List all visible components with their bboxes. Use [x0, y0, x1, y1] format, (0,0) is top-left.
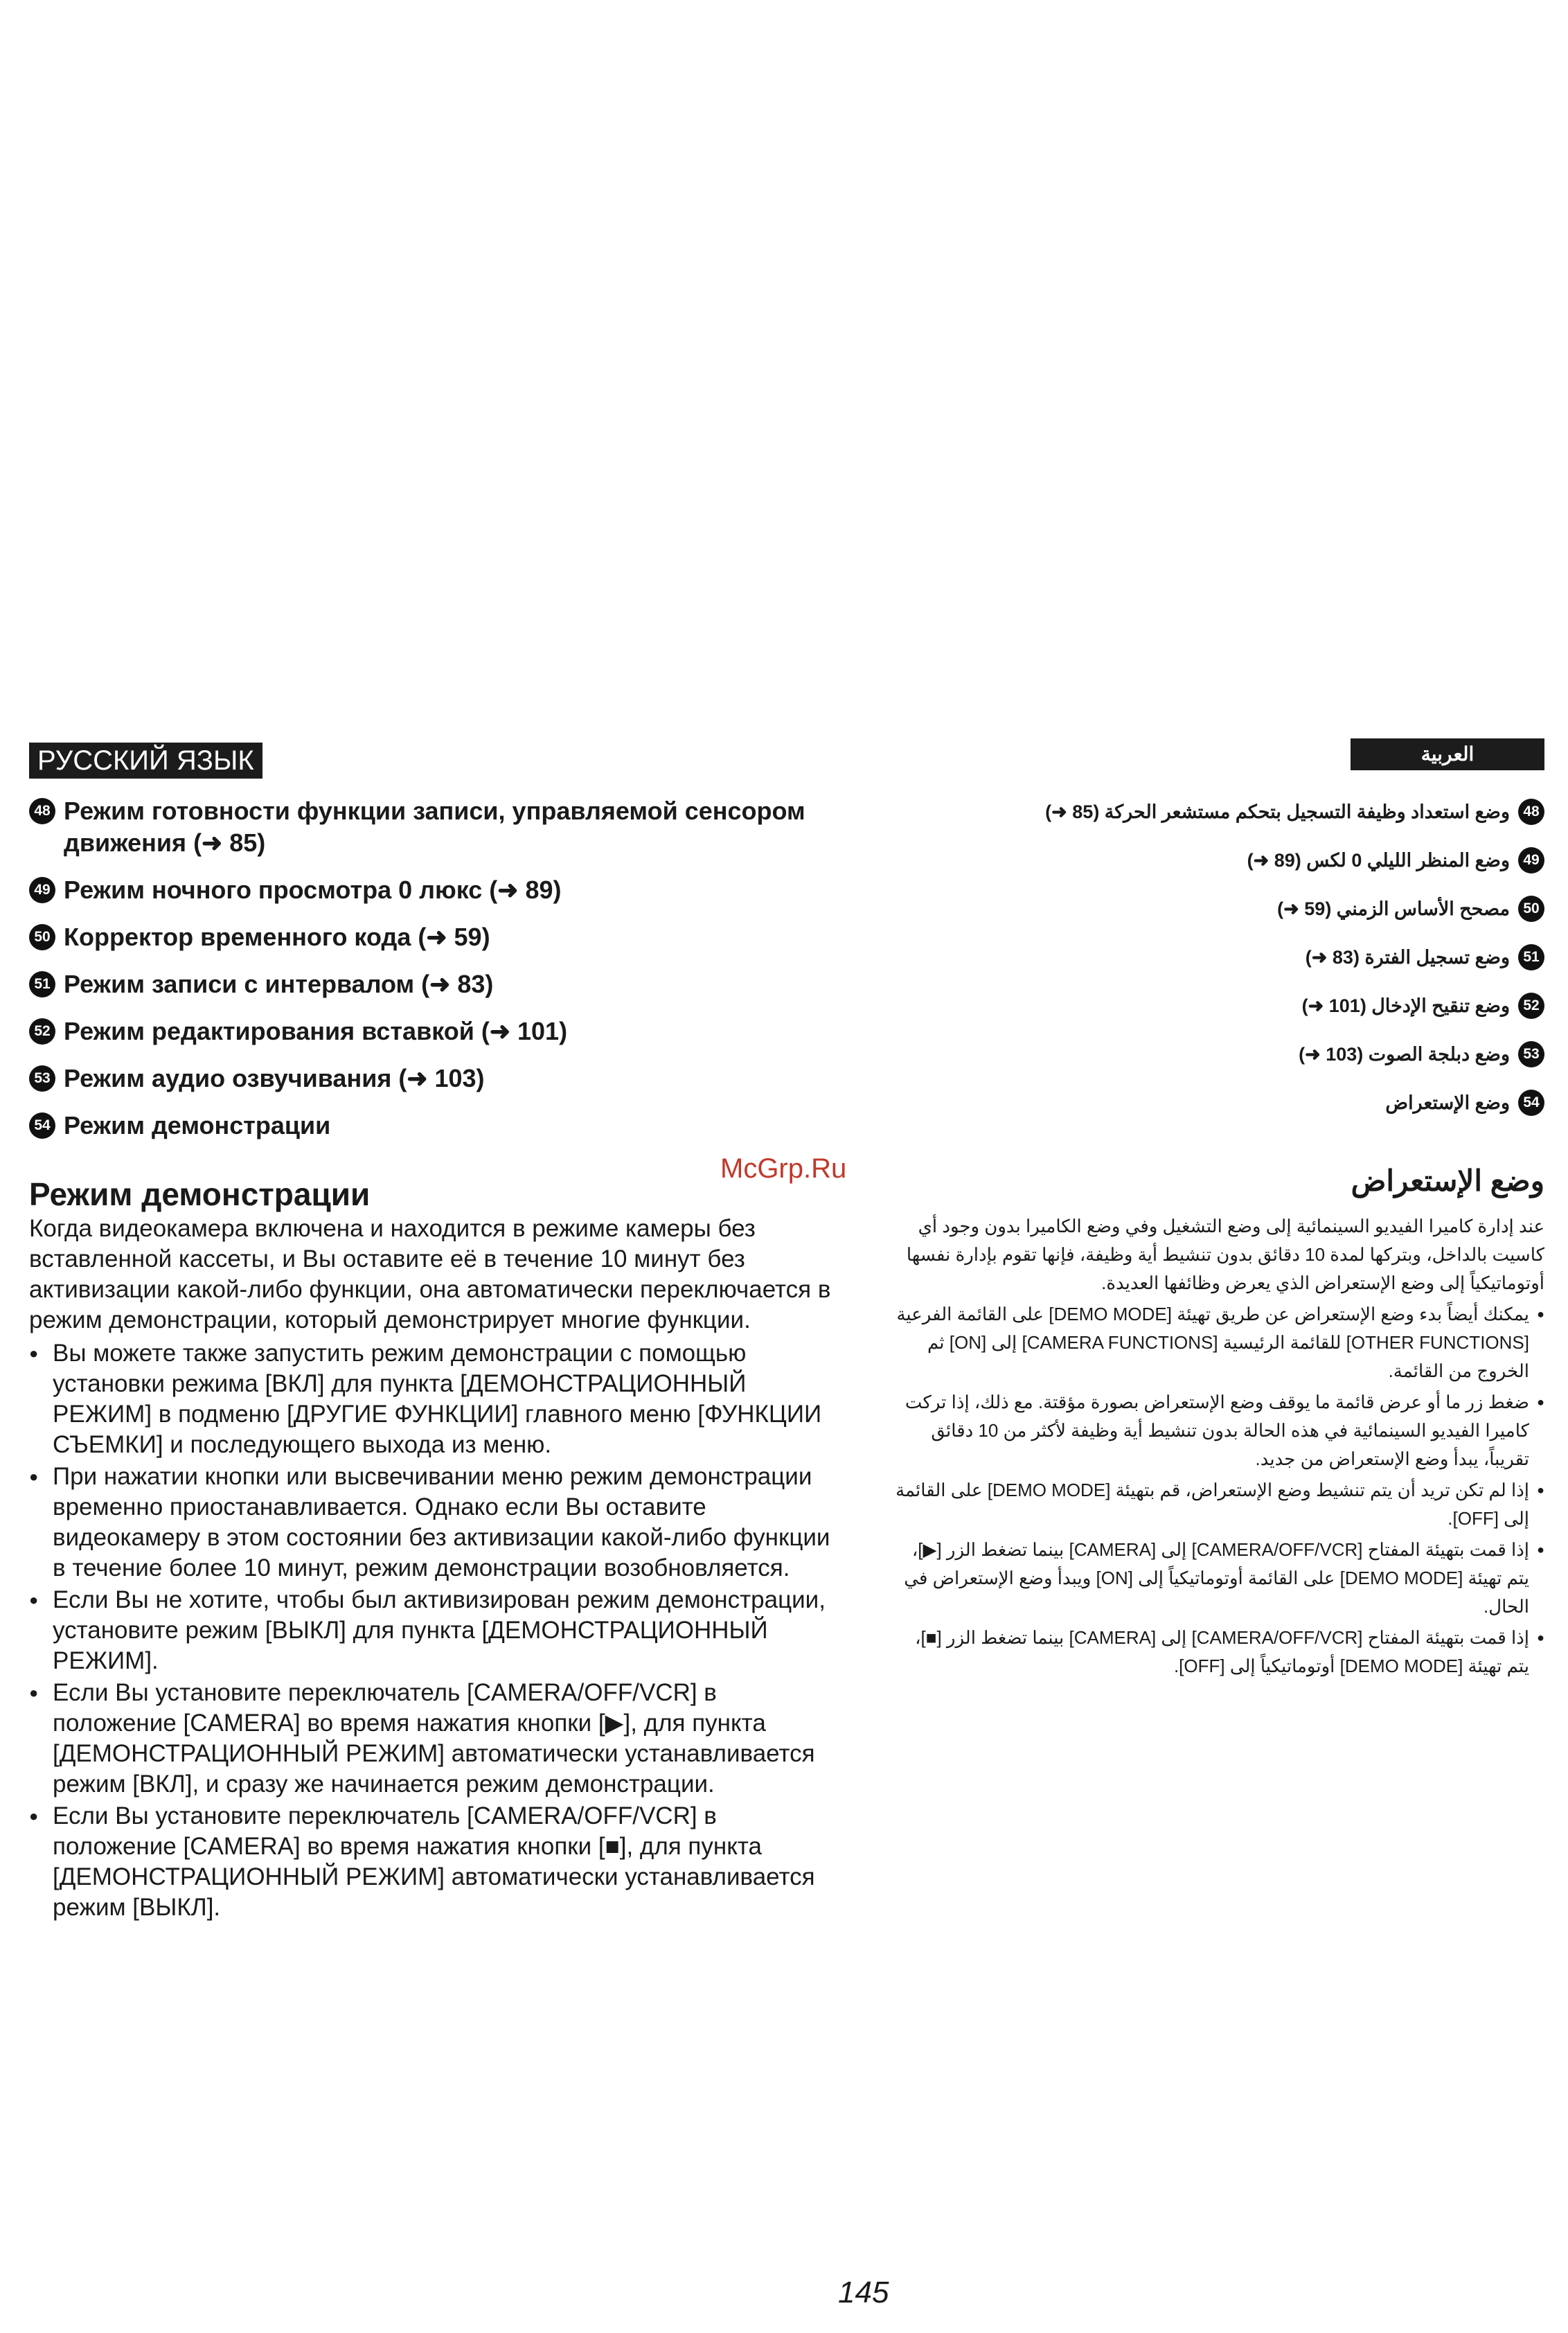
list-item — [29, 1015, 832, 1047]
item-number-badge: 51 — [1518, 944, 1544, 970]
list-item-text: Режим демонстрации — [64, 1111, 331, 1139]
list-item — [893, 894, 1544, 924]
list-item — [29, 795, 832, 859]
item-number-badge: 52 — [1518, 993, 1544, 1019]
item-number-badge: 53 — [1518, 1041, 1544, 1067]
list-item — [29, 874, 832, 906]
bullet-item: ● يمكنك أيضاً بدء وضع الإستعراض عن طريق تهيئة [DEMO MODE] على القائمة الفرعية [OTHER FUNCTIONS] للقائمة الرئيسية [CAMERA FUNCTIONS] إلى [ON] ثم الخروج من القائمة. — [893, 1300, 1544, 1385]
list-item-text: وضع تنقيح الإدخال (101 ➜) — [1301, 995, 1510, 1016]
item-number-badge: 54 — [29, 1112, 55, 1139]
item-number-badge: 48 — [29, 798, 55, 824]
item-number-badge: 53 — [29, 1065, 55, 1092]
bullet-item: ● Вы можете также запустить режим демонстрации с помощью установки режима [ВКЛ] для пункта [ДЕМОНСТРАЦИОННЫЙ РЕЖИМ] в подменю [ДРУГИЕ ФУНКЦИИ] главного меню [ФУНКЦИИ СЪЕМКИ] и последующего выхода из меню. — [29, 1338, 832, 1460]
russian-feature-list — [29, 795, 832, 1157]
list-item-text: Режим ночного просмотра 0 люкс (➜ 89) — [64, 876, 562, 904]
bullet-item: ● إذا قمت بتهيئة المفتاح [CAMERA/OFF/VCR] إلى [CAMERA] بينما تضغط الزر [▶]، يتم تهيئة [DEMO MODE] على القائمة أوتوماتيكياً إلى [ON] ويبدأ وضع الإستعراض في الحال. — [893, 1536, 1544, 1621]
watermark: McGrp.Ru — [720, 1153, 847, 1184]
bullet-item: ● إذا قمت بتهيئة المفتاح [CAMERA/OFF/VCR] إلى [CAMERA] بينما تضغط الزر [■]، يتم تهيئة [DEMO MODE] أوتوماتيكياً إلى [OFF]. — [893, 1624, 1544, 1680]
item-number-badge: 48 — [1518, 799, 1544, 825]
list-item — [893, 1088, 1544, 1118]
arabic-section-label: العربية — [1351, 738, 1544, 770]
arabic-intro-paragraph: عند إدارة كاميرا الفيديو السينمائية إلى وضع التشغيل وفي وضع الكاميرا بدون وجود أي كاسيت بالداخل، وبتركها لمدة 10 دقائق بدون تنشيط أية وظيفة، فإنها تقوم بإدارة نفسها أوتوماتيكياً إلى وضع الإستعراض الذي يعرض وظائفها العديدة. — [906, 1216, 1544, 1293]
arabic-bullet-list — [893, 1300, 1544, 1680]
russian-body — [29, 1214, 832, 1924]
bullet-item: ● Если Вы установите переключатель [CAMERA/OFF/VCR] в положение [CAMERA] во время нажатия кнопки [▶], для пункта [ДЕМОНСТРАЦИОННЫЙ РЕЖИМ] автоматически устанавливается режим [ВКЛ], и сразу же начинается режим демонстрации. — [29, 1678, 832, 1800]
russian-section-label: РУССКИЙ ЯЗЫК — [29, 743, 262, 779]
item-number-badge: 54 — [1518, 1090, 1544, 1116]
arabic-feature-list — [893, 797, 1544, 1136]
list-item-text: وضع دبلجة الصوت (103 ➜) — [1299, 1044, 1510, 1065]
item-number-badge: 49 — [29, 877, 55, 903]
list-item-text: وضع الإستعراض — [1385, 1092, 1510, 1113]
list-item-text: وضع استعداد وظيفة التسجيل بتحكم مستشعر الحركة (85 ➜) — [1045, 801, 1510, 822]
bullet-item: ● إذا لم تكن تريد أن يتم تنشيط وضع الإستعراض، قم بتهيئة [DEMO MODE] على القائمة إلى [OFF]. — [893, 1476, 1544, 1533]
list-item — [29, 1110, 832, 1142]
bullet-item: ● При нажатии кнопки или высвечивании меню режим демонстрации временно приостанавливается. Однако если Вы оставите видеокамеру в этом состоянии без активизации какой-либо функции в течение более 10 минут, режим демонстрации возобновляется. — [29, 1462, 832, 1584]
page-number: 145 — [838, 2276, 889, 2309]
arabic-section-heading: وضع الإستعراض — [1351, 1164, 1544, 1197]
bullet-item: ● ضغط زر ما أو عرض قائمة ما يوقف وضع الإستعراض بصورة مؤقتة. مع ذلك، إذا تركت كاميرا الفيديو السينمائية في هذه الحالة بدون تنشيط أية وظيفة لأكثر من 10 دقائق تقريباً، يبدأ وضع الإستعراض من جديد. — [893, 1388, 1544, 1473]
item-number-badge: 51 — [29, 971, 55, 997]
item-number-badge: 49 — [1518, 847, 1544, 873]
arabic-body — [893, 1212, 1544, 1683]
list-item-text: Режим редактирования вставкой (➜ 101) — [64, 1017, 568, 1045]
russian-intro-paragraph: Когда видеокамера включена и находится в режиме камеры без вставленной кассеты, и Вы оставите её в течение 10 минут без активизации какой-либо функции, она автоматически переключается в режим демонстрации, который демонстрирует многие функции. — [29, 1215, 831, 1333]
list-item-text: Режим готовности функции записи, управляемой сенсором движения (➜ 85) — [64, 797, 805, 857]
item-number-badge: 50 — [1518, 896, 1544, 922]
list-item — [893, 797, 1544, 827]
list-item-text: وضع تسجيل الفترة (83 ➜) — [1305, 947, 1510, 968]
list-item — [29, 968, 832, 1000]
item-number-badge: 50 — [29, 924, 55, 950]
list-item — [893, 1039, 1544, 1070]
bullet-item: ● Если Вы не хотите, чтобы был активизирован режим демонстрации, установите режим [ВЫКЛ] для пункта [ДЕМОНСТРАЦИОННЫЙ РЕЖИМ]. — [29, 1585, 832, 1676]
list-item-text: مصحح الأساس الزمني (59 ➜) — [1277, 898, 1510, 919]
list-item — [893, 991, 1544, 1021]
list-item-text: وضع المنظر الليلي 0 لكس (89 ➜) — [1247, 850, 1510, 871]
list-item-text: Корректор временного кода (➜ 59) — [64, 923, 490, 951]
list-item — [29, 921, 832, 953]
list-item — [29, 1063, 832, 1094]
item-number-badge: 52 — [29, 1018, 55, 1045]
list-item — [893, 942, 1544, 973]
bullet-item: ● Если Вы установите переключатель [CAMERA/OFF/VCR] в положение [CAMERA] во время нажатия кнопки [■], для пункта [ДЕМОНСТРАЦИОННЫЙ РЕЖИМ] автоматически устанавливается режим [ВЫКЛ]. — [29, 1801, 832, 1923]
list-item — [893, 845, 1544, 876]
russian-bullet-list — [29, 1338, 832, 1923]
russian-section-heading: Режим демонстрации — [29, 1176, 371, 1212]
list-item-text: Режим записи с интервалом (➜ 83) — [64, 970, 494, 998]
list-item-text: Режим аудио озвучивания (➜ 103) — [64, 1064, 485, 1092]
